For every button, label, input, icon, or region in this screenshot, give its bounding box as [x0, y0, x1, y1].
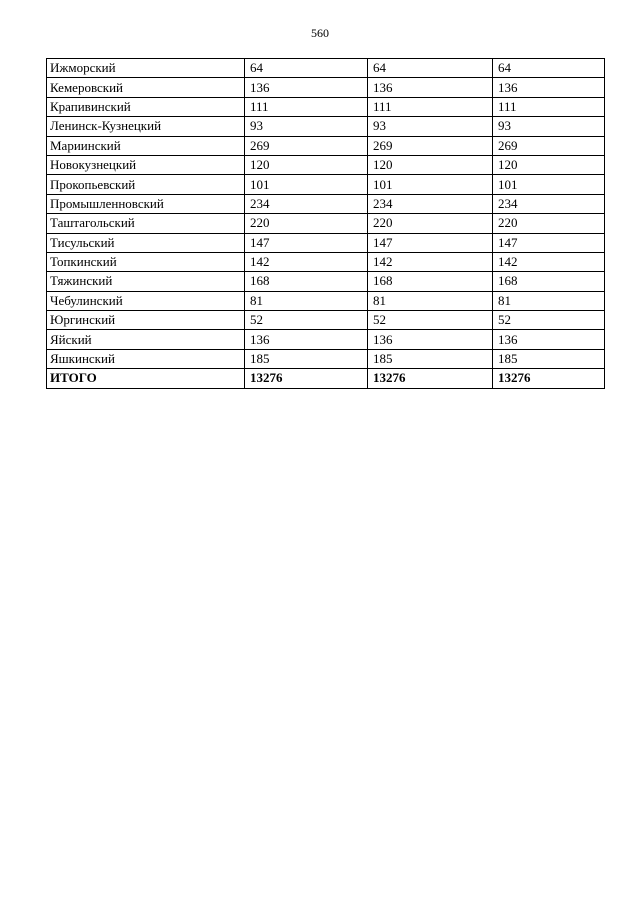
value-cell: 220 — [493, 214, 605, 233]
district-name: Яшкинский — [47, 349, 245, 368]
total-row — [47, 369, 605, 388]
total-label: ИТОГО — [47, 369, 245, 388]
table-row — [47, 214, 605, 233]
value-cell: 168 — [245, 272, 368, 291]
value-cell: 147 — [493, 233, 605, 252]
table-row — [47, 272, 605, 291]
total-value-cell: 13276 — [368, 369, 493, 388]
district-name: Ижморский — [47, 59, 245, 78]
value-cell: 101 — [245, 175, 368, 194]
value-cell: 269 — [245, 136, 368, 155]
value-cell: 81 — [245, 291, 368, 310]
table-row — [47, 175, 605, 194]
value-cell: 142 — [245, 252, 368, 271]
district-name: Прокопьевский — [47, 175, 245, 194]
value-cell: 81 — [493, 291, 605, 310]
value-cell: 120 — [245, 155, 368, 174]
value-cell: 111 — [493, 97, 605, 116]
value-cell: 101 — [493, 175, 605, 194]
value-cell: 136 — [368, 330, 493, 349]
value-cell: 147 — [245, 233, 368, 252]
value-cell: 269 — [368, 136, 493, 155]
total-value-cell: 13276 — [493, 369, 605, 388]
table-row — [47, 233, 605, 252]
table-row — [47, 252, 605, 271]
district-name: Мариинский — [47, 136, 245, 155]
table-row — [47, 194, 605, 213]
value-cell: 93 — [368, 117, 493, 136]
value-cell: 101 — [368, 175, 493, 194]
district-name: Юргинский — [47, 311, 245, 330]
value-cell: 52 — [245, 311, 368, 330]
value-cell: 52 — [493, 311, 605, 330]
value-cell: 81 — [368, 291, 493, 310]
district-name: Новокузнецкий — [47, 155, 245, 174]
value-cell: 120 — [493, 155, 605, 174]
table-row — [47, 349, 605, 368]
value-cell: 142 — [368, 252, 493, 271]
value-cell: 93 — [493, 117, 605, 136]
value-cell: 136 — [493, 330, 605, 349]
total-value-cell: 13276 — [245, 369, 368, 388]
district-name: Кемеровский — [47, 78, 245, 97]
value-cell: 64 — [368, 59, 493, 78]
district-name: Крапивинский — [47, 97, 245, 116]
value-cell: 111 — [245, 97, 368, 116]
value-cell: 64 — [245, 59, 368, 78]
table-row — [47, 291, 605, 310]
value-cell: 234 — [493, 194, 605, 213]
value-cell: 120 — [368, 155, 493, 174]
value-cell: 168 — [493, 272, 605, 291]
value-cell: 136 — [245, 330, 368, 349]
value-cell: 269 — [493, 136, 605, 155]
value-cell: 136 — [368, 78, 493, 97]
district-name: Чебулинский — [47, 291, 245, 310]
value-cell: 220 — [245, 214, 368, 233]
value-cell: 220 — [368, 214, 493, 233]
table-row — [47, 311, 605, 330]
value-cell: 136 — [245, 78, 368, 97]
value-cell: 52 — [368, 311, 493, 330]
district-name: Тяжинский — [47, 272, 245, 291]
district-name: Тисульский — [47, 233, 245, 252]
table-row — [47, 155, 605, 174]
value-cell: 168 — [368, 272, 493, 291]
district-name: Ленинск-Кузнецкий — [47, 117, 245, 136]
table-row — [47, 330, 605, 349]
value-cell: 185 — [368, 349, 493, 368]
district-name: Таштагольский — [47, 214, 245, 233]
value-cell: 136 — [493, 78, 605, 97]
value-cell: 185 — [493, 349, 605, 368]
value-cell: 111 — [368, 97, 493, 116]
value-cell: 234 — [245, 194, 368, 213]
value-cell: 147 — [368, 233, 493, 252]
page-number: 560 — [311, 26, 329, 40]
district-name: Яйский — [47, 330, 245, 349]
district-name: Промышленновский — [47, 194, 245, 213]
table-row — [47, 78, 605, 97]
table-row — [47, 117, 605, 136]
table-row — [47, 97, 605, 116]
value-cell: 64 — [493, 59, 605, 78]
value-cell: 234 — [368, 194, 493, 213]
value-cell: 93 — [245, 117, 368, 136]
table-row — [47, 59, 605, 78]
value-cell: 142 — [493, 252, 605, 271]
data-table — [46, 58, 605, 389]
value-cell: 185 — [245, 349, 368, 368]
table-row — [47, 136, 605, 155]
district-name: Топкинский — [47, 252, 245, 271]
